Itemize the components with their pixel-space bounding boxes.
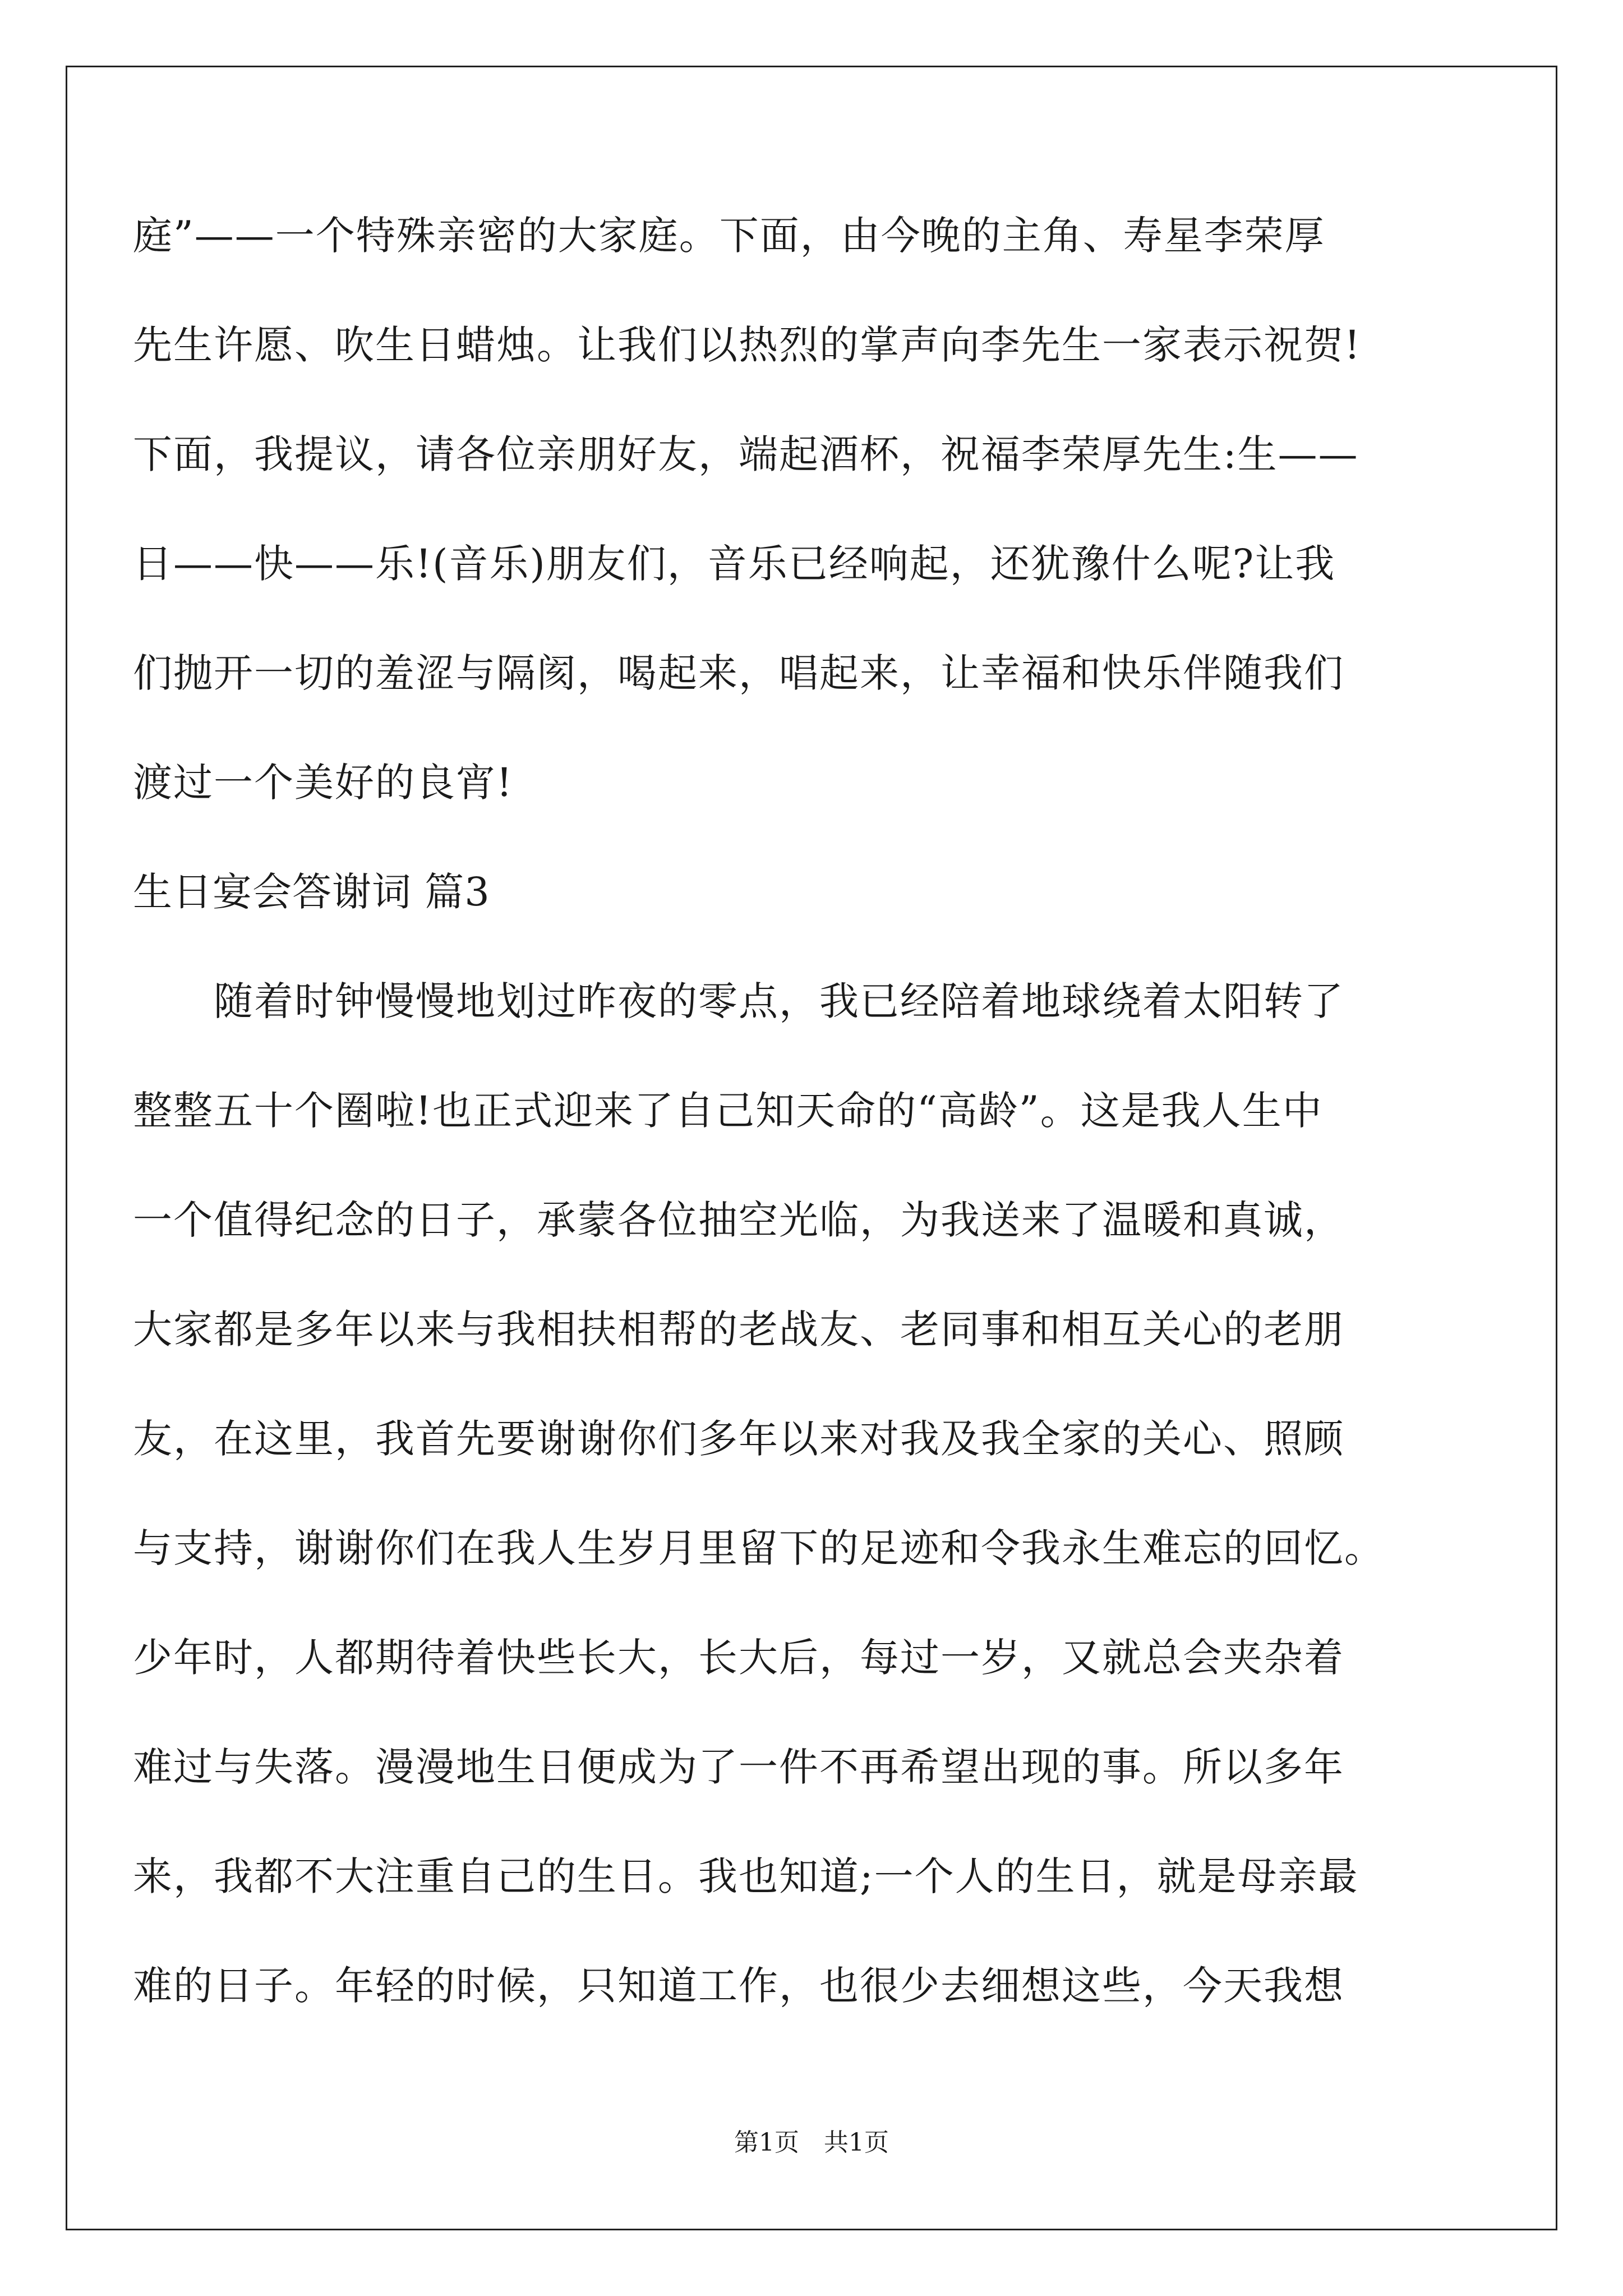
text-line: 友，在这里，我首先要谢谢你们多年以来对我及我全家的关心、照顾 [133, 1416, 1344, 1462]
text-line: 们抛开一切的羞涩与隔阂，喝起来，唱起来，让幸福和快乐伴随我们 [133, 650, 1344, 696]
text-line: 渡过一个美好的良宵! [133, 760, 514, 806]
text-line: 与支持，谢谢你们在我人生岁月里留下的足迹和令我永生难忘的回忆。 [133, 1525, 1385, 1571]
text-line: 整整五十个圈啦!也正式迎来了自己知天命的“高龄”。这是我人生中 [133, 1088, 1323, 1134]
text-line: 日——快——乐!(音乐)朋友们，音乐已经响起，还犹豫什么呢?让我 [133, 541, 1336, 587]
text-line: 下面，我提议，请各位亲朋好友，端起酒杯，祝福李荣厚先生:生—— [133, 431, 1359, 477]
text-line: 庭”——一个特殊亲密的大家庭。下面，由今晚的主角、寿星李荣厚 [133, 213, 1325, 259]
section-heading: 生日宴会答谢词 篇3 [133, 869, 490, 915]
text-line: 大家都是多年以来与我相扶相帮的老战友、老同事和相互关心的老朋 [133, 1306, 1344, 1352]
text-line: 一个值得纪念的日子，承蒙各位抽空光临，为我送来了温暖和真诚， [133, 1197, 1344, 1243]
page-border [66, 66, 1557, 2230]
text-line: 难过与失落。漫漫地生日便成为了一件不再希望出现的事。所以多年 [133, 1744, 1344, 1790]
text-line: 先生许愿、吹生日蜡烛。让我们以热烈的掌声向李先生一家表示祝贺! [133, 322, 1362, 368]
page-number-footer: 第1页 共1页 [734, 2128, 889, 2157]
text-line: 少年时，人都期待着快些长大，长大后，每过一岁，又就总会夹杂着 [133, 1635, 1344, 1681]
text-line: 来，我都不大注重自己的生日。我也知道;一个人的生日，就是母亲最 [133, 1853, 1359, 1899]
text-line: 随着时钟慢慢地划过昨夜的零点，我已经陪着地球绕着太阳转了 [133, 978, 1344, 1024]
text-line: 难的日子。年轻的时候，只知道工作，也很少去细想这些，今天我想 [133, 1963, 1344, 2009]
